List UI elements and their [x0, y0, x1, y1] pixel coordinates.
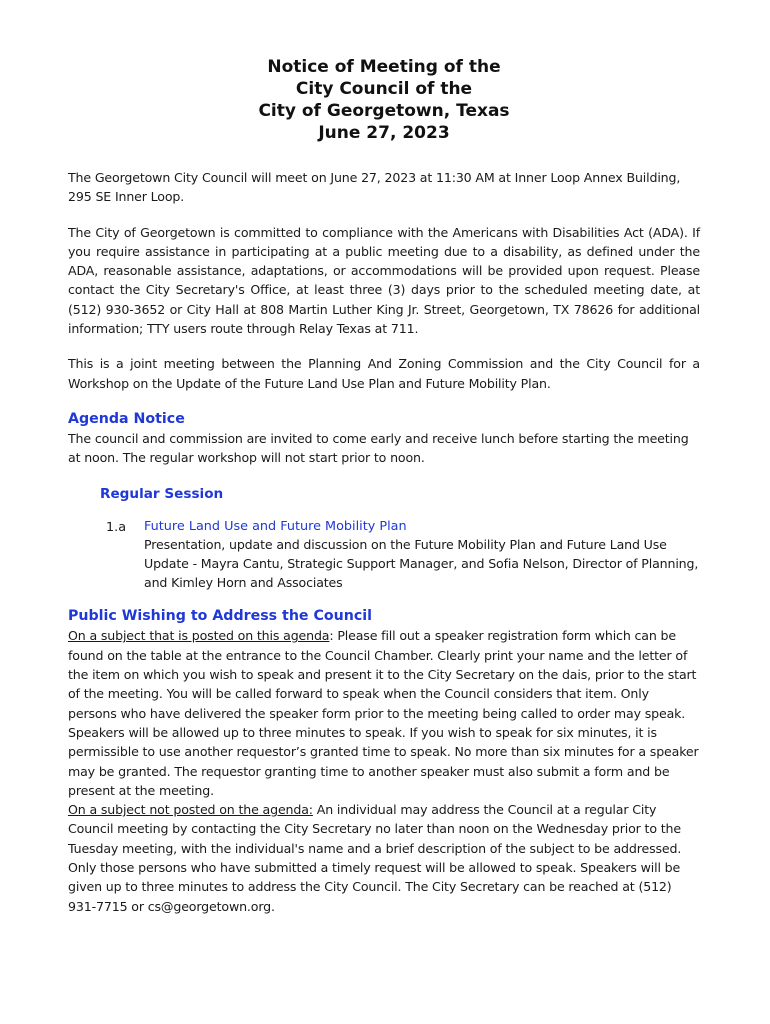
agenda-notice-heading: Agenda Notice	[68, 410, 185, 427]
public-wishing-heading: Public Wishing to Address the Council	[68, 608, 372, 625]
regular-session-heading: Regular Session	[100, 485, 224, 502]
agenda-notice-body: The council and commission are invited to come early and receive lunch before starting the meeting at noon. The regular workshop will not start prior to noon.	[68, 430, 689, 466]
document-page	[68, 56, 700, 916]
agenda-item-body	[144, 518, 700, 593]
joint-meeting-paragraph: This is a joint meeting between the Planning And Zoning Commission and the City Council for a Workshop on the Update of the Future Land Use Plan and Future Mobility Plan.	[68, 356, 700, 391]
title-line-4: June 27, 2023	[318, 123, 450, 143]
not-posted-subject-label: On a subject not posted on the agenda:	[68, 802, 313, 818]
not-posted-subject-paragraph	[68, 800, 700, 916]
agenda-item-number: 1.a	[106, 519, 127, 535]
title-line-1: Notice of Meeting of the	[267, 57, 501, 77]
ada-paragraph: The City of Georgetown is committed to compliance with the Americans with Disabilities Act (ADA). If you require assistance in participating at a public meeting due to a disability, as defined under the ADA, reasonable assistance, adaptations, or accommodations will be provided upon request. Please contact the City Secretary's Office, at least three (3) days prior to the scheduled meeting date, at (512) 930-3652 or City Hall at 808 Martin Luther King Jr. Street, Georgetown, TX 78626 for additional information; TTY users route through Relay Texas at 711.	[68, 224, 700, 337]
title-line-2: City Council of the	[295, 79, 473, 99]
meeting-info-paragraph: The Georgetown City Council will meet on June 27, 2023 at 11:30 AM at Inner Loop Annex Building, 295 SE Inner Loop.	[68, 170, 681, 205]
posted-subject-text: Please fill out a speaker registration form which can be found on the table at the entrance to the Council Chamber. Clearly print your name and the letter of the item on which you wish to speak and present it to the City Secretary on the dais, prior to the start of the meeting. You will be called forward to speak when the Council considers that item. Only persons who have delivered the speaker form prior to the meeting being called to order may speak. Speakers will be allowed up to three minutes to speak. If you wish to speak for six minutes, it is permissible to use another requestor’s granted time to speak. No more than six minutes for a speaker may be granted. The requestor granting time to another speaker must also submit a form and be present at the meeting.	[68, 628, 699, 798]
posted-subject-paragraph	[68, 626, 700, 800]
posted-subject-label: On a subject that is posted on this agenda	[68, 628, 330, 644]
title-line-3: City of Georgetown, Texas	[258, 101, 510, 121]
agenda-item	[106, 518, 700, 593]
agenda-item-description: Presentation, update and discussion on the Future Mobility Plan and Future Land Use Update - Mayra Cantu, Strategic Support Manager, and Sofia Nelson, Director of Planning, and Kimley Horn and Associates	[144, 536, 699, 591]
posted-subject-colon: :	[329, 628, 334, 644]
agenda-item-title-link[interactable]: Future Land Use and Future Mobility Plan	[144, 518, 407, 534]
public-wishing-section	[68, 626, 700, 915]
document-title	[68, 56, 700, 144]
not-posted-subject-text: An individual may address the Council at a regular City Council meeting by contacting the City Secretary no later than noon on the Wednesday prior to the Tuesday meeting, with the individual's name and a brief description of the subject to be addressed. Only those persons who have submitted a timely request will be allowed to speak. Speakers will be given up to three minutes to address the City Council. The City Secretary can be reached at (512) 931-7715 or cs@georgetown.org.	[68, 802, 682, 914]
